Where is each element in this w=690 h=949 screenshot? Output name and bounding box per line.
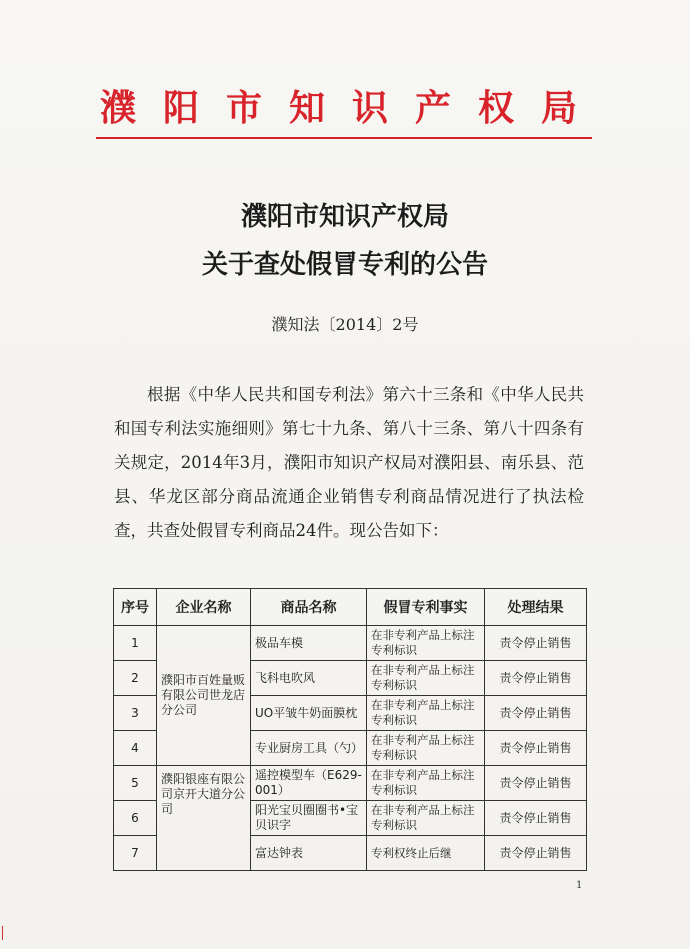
letterhead-title: 濮阳市知识产权局 (100, 87, 605, 129)
scan-edge-mark (2, 926, 3, 940)
cell-result: 责令停止销售 (485, 661, 587, 696)
cell-fact: 在非专利产品上标注专利标识 (367, 801, 485, 836)
cell-serial: 4 (114, 731, 157, 766)
cell-product: 极品车模 (251, 626, 367, 661)
cell-product: 遥控模型车（E629-001） (251, 766, 367, 801)
table-header-row (114, 589, 587, 626)
cell-result: 责令停止销售 (485, 696, 587, 731)
cell-result: 责令停止销售 (485, 731, 587, 766)
cell-product: 阳光宝贝圈圈书•宝贝识字 (251, 801, 367, 836)
cell-result: 责令停止销售 (485, 836, 587, 871)
cell-fact: 在非专利产品上标注专利标识 (367, 766, 485, 801)
cell-serial: 2 (114, 661, 157, 696)
body-paragraph: 根据《中华人民共和国专利法》第六十三条和《中华人民共和国专利法实施细则》第七十九条、第八十三条、第八十四条有关规定，2014年3月，濮阳市知识产权局对濮阳县、南乐县、范县、华龙区部分商品流通企业销售专利商品情况进行了执法检查，共查处假冒专利商品24件。现公告如下： (114, 385, 584, 540)
document-title-line2: 关于查处假冒专利的公告 (201, 250, 488, 280)
cell-serial: 1 (114, 626, 157, 661)
header-serial: 序号 (114, 589, 157, 626)
cell-fact: 专利权终止后继 (367, 836, 485, 871)
cell-fact: 在非专利产品上标注专利标识 (367, 731, 485, 766)
cell-fact: 在非专利产品上标注专利标识 (367, 626, 485, 661)
header-fact: 假冒专利事实 (367, 589, 485, 626)
counterfeit-products-table (113, 588, 587, 871)
table-row (114, 766, 587, 801)
document-number: 濮知法〔2014〕2号 (271, 315, 419, 334)
letterhead-red-rule (96, 137, 592, 139)
cell-product: 飞科电吹风 (251, 661, 367, 696)
cell-serial: 6 (114, 801, 157, 836)
header-company: 企业名称 (157, 589, 251, 626)
header-result: 处理结果 (485, 589, 587, 626)
cell-product: 富达钟表 (251, 836, 367, 871)
cell-company: 濮阳市百姓量贩有限公司世龙店分公司 (157, 626, 251, 766)
cell-fact: 在非专利产品上标注专利标识 (367, 661, 485, 696)
cell-result: 责令停止销售 (485, 626, 587, 661)
document-title-line1: 濮阳市知识产权局 (240, 202, 449, 232)
cell-product: 专业厨房工具（勺） (251, 731, 367, 766)
cell-product: UO平皱牛奶面膜枕 (251, 696, 367, 731)
header-product: 商品名称 (251, 589, 367, 626)
cell-serial: 3 (114, 696, 157, 731)
cell-result: 责令停止销售 (485, 766, 587, 801)
cell-fact: 在非专利产品上标注专利标识 (367, 696, 485, 731)
table-row (114, 626, 587, 661)
cell-company: 濮阳银座有限公司京开大道分公司 (157, 766, 251, 871)
cell-result: 责令停止销售 (485, 801, 587, 836)
cell-serial: 7 (114, 836, 157, 871)
cell-serial: 5 (114, 766, 157, 801)
page-number: 1 (576, 880, 583, 891)
